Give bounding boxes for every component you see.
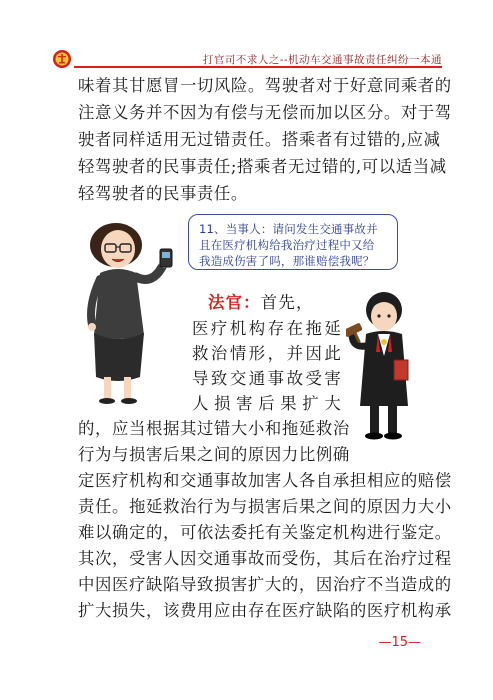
body-line: 定医疗机构和交通事故加害人各自承担相应的赔偿	[78, 471, 452, 490]
answer-line: 导致交通事故受害	[192, 369, 342, 388]
body-line: 味着其甘愿冒一切风险。驾驶者对于好意同乘者的	[78, 76, 452, 95]
page-number-value: 15	[391, 635, 408, 650]
answer-line: 医疗机构存在拖延	[192, 319, 342, 338]
body-line: 的，应当根据其过错大小和拖延救治	[78, 419, 350, 438]
body-line: 驶者同样适用无过错责任。搭乘者有过错的,应减	[78, 130, 441, 149]
body-line: 难以确定的，可依法委托有关鉴定机构进行鉴定。	[78, 523, 452, 542]
page-number: —15—	[378, 635, 421, 650]
body-line: 扩大损失，该费用应由存在医疗缺陷的医疗机构承	[78, 601, 452, 620]
body-line: 轻驾驶者的民事责任。	[78, 184, 248, 203]
body-line: 注意义务并不因为有偿与无偿而加以区分。对于驾	[78, 103, 452, 122]
question-line: 我造成伤害了吗，那谁赔偿我呢？	[199, 254, 375, 268]
answer-line: 人损害后果扩大	[192, 394, 342, 413]
answer-line: 救治情形，并因此	[192, 344, 342, 363]
answer-intro	[208, 291, 314, 315]
question-speech-bubble	[188, 214, 398, 270]
body-line: 中因医疗缺陷导致损害扩大的，因治疗不当造成的	[78, 575, 452, 594]
justice-emblem-icon	[52, 49, 72, 69]
judge-label: 法官：	[208, 293, 261, 312]
judge-with-gavel-illustration	[346, 286, 418, 444]
question-line: 11、当事人：请问发生交通事故并	[199, 222, 378, 236]
body-line: 轻驾驶者的民事责任;搭乘者无过错的,可以适当减	[78, 157, 447, 176]
running-header	[52, 49, 442, 69]
body-line: 责任。拖延救治行为与损害后果之间的原因力大小	[78, 497, 452, 516]
body-line: 其次，受害人因交通事故而受伤，其后在治疗过程	[78, 549, 452, 568]
answer-first: 首先，	[260, 293, 314, 312]
woman-with-phone-illustration	[78, 215, 186, 405]
body-line: 行为与损害后果之间的原因力比例确	[78, 445, 350, 464]
question-line: 且在医疗机构给我治疗过程中又给	[199, 238, 375, 252]
header-title: 打官司不求人之--机动车交通事故责任纠纷一本通	[202, 54, 442, 66]
